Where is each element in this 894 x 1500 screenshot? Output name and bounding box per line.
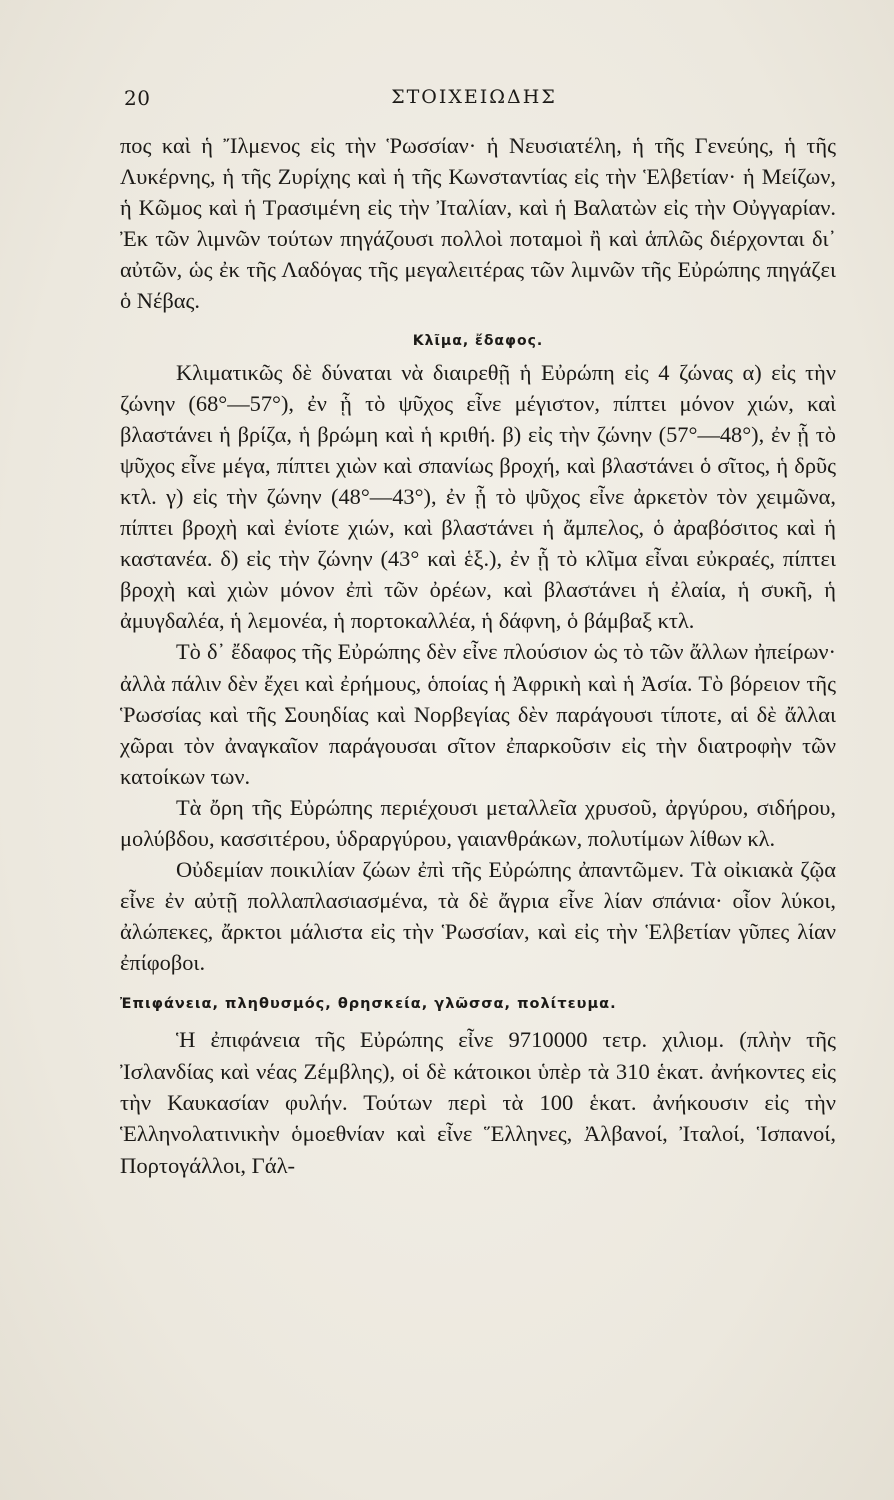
paragraph-climate-zones: Κλιματικῶς δὲ δύναται νὰ διαιρεθῇ ἡ Εὐρώπη εἰς 4 ζώνας α) εἰς τὴν ζώνην (68°—57°), ἐν ᾗ τὸ ψῦχος εἶνε μέγιστον, πίπτει μόνον χιών, καὶ βλαστάνει ἡ βρίζα, ἡ βρώμη καὶ ἡ κριθή. β) εἰς τὴν ζώνην (57°—48°), ἐν ᾗ τὸ ψῦχος εἶνε μέγα, πίπτει χιὼν καὶ σπανίως βροχή, καὶ βλαστάνει ὁ σῖτος, ἡ δρῦς κτλ. γ) εἰς τὴν ζώνην (48°—43°), ἐν ᾗ τὸ ψῦχος εἶνε ἀρκετὸν τὸν χειμῶνα, πίπτει βροχὴ καὶ ἐνίοτε χιών, καὶ βλαστάνει ἡ ἄμπελος, ὁ ἀραβόσιτος καὶ ἡ καστανέα. δ) εἰς τὴν ζώνην (43° καὶ ἑξ.), ἐν ᾗ τὸ κλῖμα εἶναι εὐκραές, πίπτει βροχὴ καὶ χιὼν μόνον ἐπὶ τῶν ὀρέων, καὶ βλαστάνει ἡ ἐλαία, ἡ συκῆ, ἡ ἀμυγδαλέα, ἡ λεμονέα, ἡ πορτοκαλλέα, ἡ δάφνη, ὁ βάμβαξ κτλ. (120, 359, 836, 634)
paragraph-animals: Οὐδεμίαν ποικιλίαν ζώων ἐπὶ τῆς Εὐρώπης ἀπαντῶμεν. Τὰ οἰκιακὰ ζῷα εἶνε ἐν αὐτῇ πολλαπλασιασμένα, τὰ δὲ ἄγρια εἶνε λίαν σπάνια· οἷον λύκοι, ἀλώπεκες, ἄρκτοι μάλιστα εἰς τὴν Ῥωσσίαν, καὶ εἰς τὴν Ἑλβετίαν γῦπες λίαν ἐπίφοβοι. (120, 857, 836, 976)
paragraph-mountains: Τὰ ὄρη τῆς Εὐρώπης περιέχουσι μεταλλεῖα χρυσοῦ, ἀργύρου, σιδήρου, μολύβδου, κασσιτέρου, ὑδραργύρου, γαιανθράκων, πολυτίμων λίθων κλ. (120, 794, 836, 851)
page-number: 20 (124, 86, 151, 110)
running-head (124, 86, 824, 116)
running-title: ΣΤΟΙΧΕΙΩΔΗΣ (391, 86, 557, 108)
paragraph-surface-population: Ἡ ἐπιφάνεια τῆς Εὐρώπης εἶνε 9710000 τετρ. χιλιομ. (πλὴν τῆς Ἰσλανδίας καὶ νέας Ζέμβλης), οἱ δὲ κάτοικοι ὑπὲρ τὰ 310 ἑκατ. ἀνήκοντες εἰς τὴν Καυκασίαν φυλήν. Τούτων περὶ τὰ 100 ἑκατ. ἀνήκουσιν εἰς τὴν Ἑλληνολατινικὴν ὁμοεθνίαν καὶ εἶνε Ἕλληνες, Ἀλβανοί, Ἰταλοί, Ἱσπανοί, Πορτογάλλοι, Γάλ- (120, 1027, 836, 1178)
section-heading-surface: Ἐπιφάνεια, πληθυσμός, θρησκεία, γλῶσσα, πολίτευμα. (120, 996, 617, 1013)
section-heading-climate: Κλῖμα, ἔδαφος. (412, 332, 544, 349)
paragraph-soil: Τὸ δ᾽ ἔδαφος τῆς Εὐρώπης δὲν εἶνε πλούσιον ὡς τὸ τῶν ἄλλων ἠπείρων· ἀλλὰ πάλιν δὲν ἔχει καὶ ἐρήμους, ὁποίας ἡ Ἀφρικὴ καὶ ἡ Ἀσία. Τὸ βόρειον τῆς Ῥωσσίας καὶ τῆς Σουηδίας καὶ Νορβεγίας δὲν παράγουσι τίποτε, αἱ δὲ ἄλλαι χῶραι τὸν ἀναγκαῖον παράγουσαι σῖτον ἐπαρκοῦσιν εἰς τὴν διατροφὴν τῶν κατοίκων των. (120, 639, 836, 789)
body-text (120, 130, 836, 1181)
paragraph-lakes: πος καὶ ἡ Ἴλμενος εἰς τὴν Ῥωσσίαν· ἡ Νευσιατέλη, ἡ τῆς Γενεύης, ἡ τῆς Λυκέρνης, ἡ τῆς Ζυρίχης καὶ ἡ τῆς Κωνσταντίας εἰς τὴν Ἑλβετίαν· ἡ Μείζων, ἡ Κῶμος καὶ ἡ Τρασιμένη εἰς τὴν Ἰταλίαν, καὶ ἡ Βαλατὼν εἰς τὴν Οὐγγαρίαν. Ἐκ τῶν λιμνῶν τούτων πηγάζουσι πολλοὶ ποταμοὶ ἢ καὶ ἁπλῶς διέρχονται δι᾽ αὐτῶν, ὡς ἐκ τῆς Λαδόγας τῆς μεγαλειτέρας τῶν λιμνῶν τῆς Εὐρώπης πηγάζει ὁ Νέβας. (120, 133, 836, 314)
